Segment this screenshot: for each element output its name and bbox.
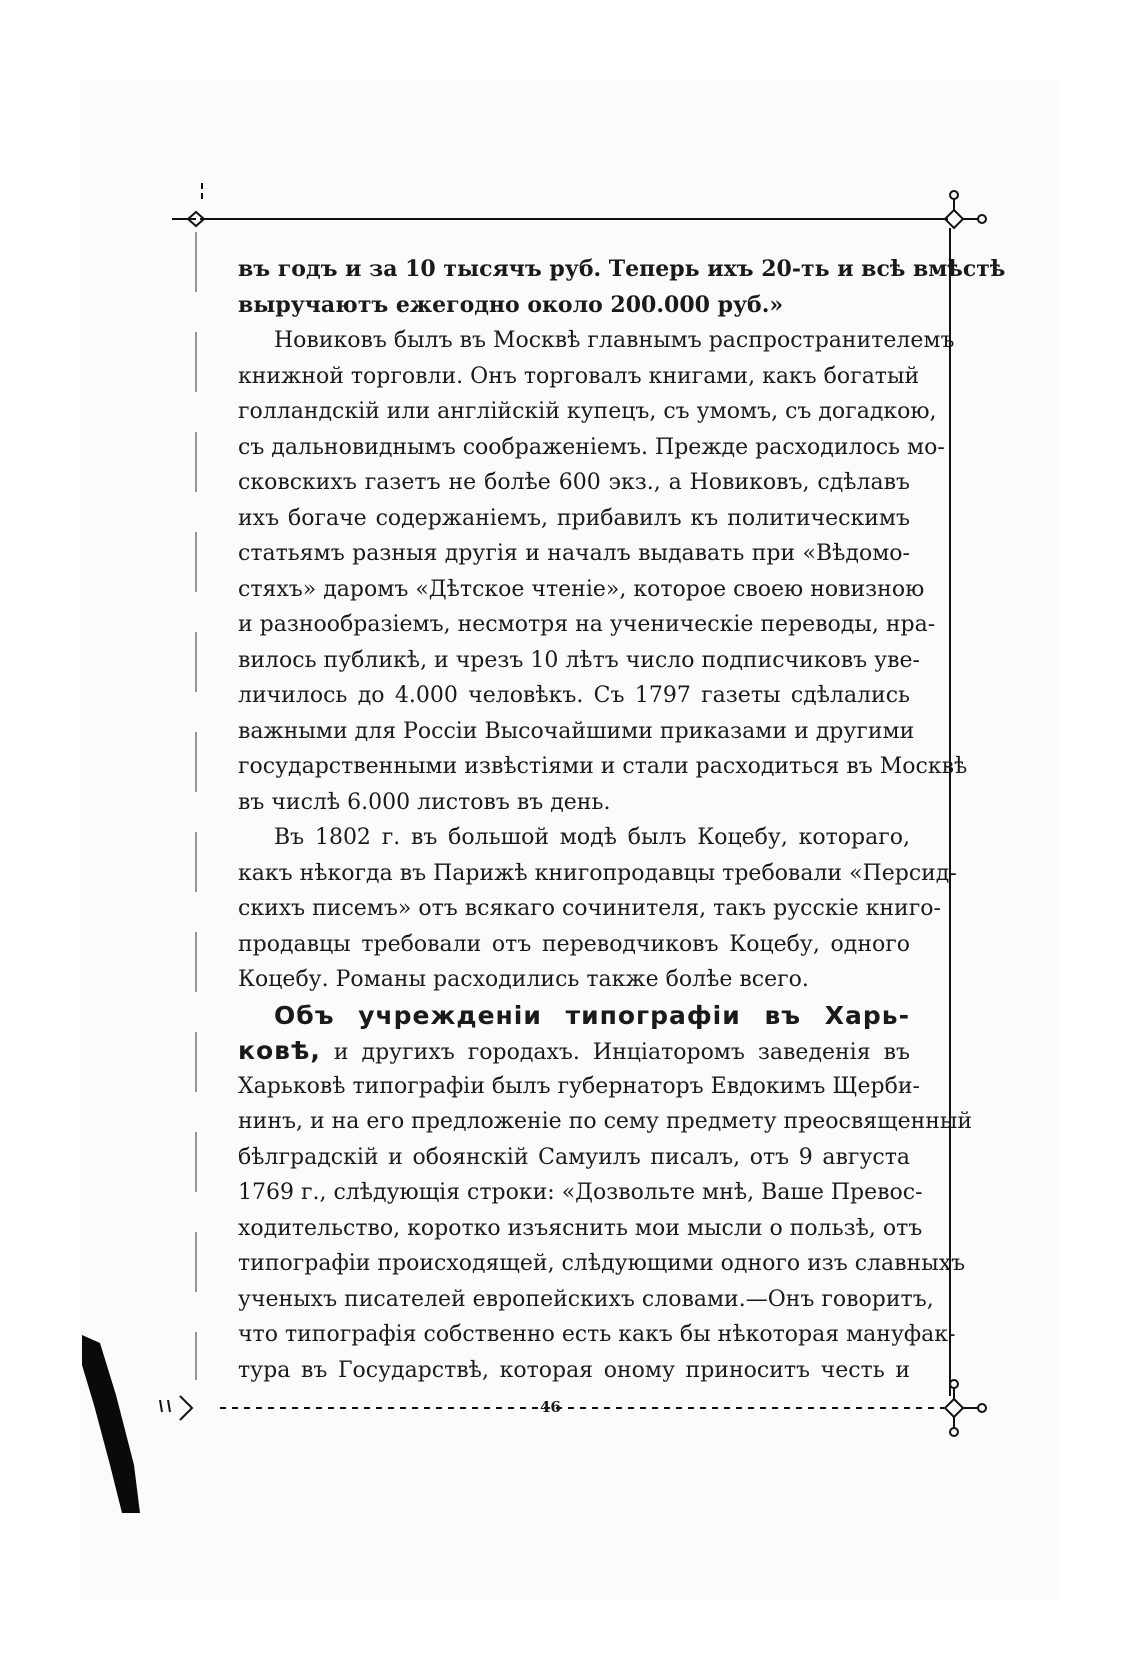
section-heading-end: ковѣ, (238, 1036, 321, 1065)
text-line: нинъ, и на его предложеніе по сему предмету преосвященный (238, 1109, 973, 1134)
text-line: книжной торговли. Онъ торговалъ книгами, какъ богатый (238, 363, 920, 389)
section-heading: Объ учрежденіи типографіи въ Харь- (274, 1000, 910, 1030)
text-line-with-heading (238, 1033, 910, 1069)
text-line: продавцы требовали отъ переводчиковъ Коцебу, одного (238, 931, 910, 957)
text-line: ученыхъ писателей европейскихъ словами.—Онъ говоритъ, (238, 1286, 934, 1312)
top-left-ornament (172, 183, 204, 226)
text-line: ходительство, коротко изъяснить мои мысли о пользѣ, отъ (238, 1215, 923, 1241)
text-line: выручаютъ ежегодно около 200.000 руб.» (238, 291, 784, 318)
text-line: типографіи происходящей, слѣдующими одного изъ славныхъ (238, 1251, 966, 1276)
text-line: скихъ писемъ» отъ всякаго сочинителя, такъ русскіе книго- (238, 896, 941, 921)
text-line: Новиковъ былъ въ Москвѣ главнымъ распространителемъ (274, 328, 955, 353)
text-line: съ дальновиднымъ соображеніемъ. Прежде расходилось мо- (238, 434, 945, 460)
main-text-block (238, 252, 1006, 1388)
bottom-left-ornament (160, 1396, 192, 1420)
text-line: важными для Россіи Высочайшими приказами и другими (238, 718, 915, 744)
text-line: и разнообразіемъ, несмотря на ученическіе переводы, нра- (238, 612, 936, 637)
text-line: какъ нѣкогда въ Парижѣ книгопродавцы требовали «Персид- (238, 860, 957, 886)
text-line: тура въ Государствѣ, которая оному приноситъ честь и (238, 1357, 910, 1383)
text-line: сковскихъ газетъ не болѣе 600 экз., а Новиковъ, сдѣлавъ (238, 470, 910, 495)
text-line: ихъ богаче содержаніемъ, прибавилъ къ политическимъ (238, 505, 910, 531)
text-line: Въ 1802 г. въ большой модѣ былъ Коцебу, котораго, (274, 825, 910, 850)
text-line: стяхъ» даромъ «Дѣтское чтеніе», которое своею новизною (238, 576, 925, 602)
page-number: 46 (540, 1398, 561, 1416)
text-line: что типографія собственно есть какъ бы нѣкоторая мануфак- (238, 1322, 956, 1347)
text-line: Харьковѣ типографіи былъ губернаторъ Евдокимъ Щерби- (238, 1073, 920, 1099)
text-line: голландскій или англійскій купецъ, съ умомъ, съ догадкою, (238, 399, 937, 424)
text-fragment: и другихъ городахъ. Инціаторомъ заведенія въ (320, 1040, 910, 1065)
text-line: въ числѣ 6.000 листовъ въ день. (238, 789, 611, 815)
text-line: въ годъ и за 10 тысячъ руб. Теперь ихъ 20-ть и всѣ вмѣстѣ (238, 256, 1006, 282)
text-line: личилось до 4.000 человѣкъ. Съ 1797 газеты сдѣлались (238, 683, 910, 708)
text-line: государственными извѣстіями и стали расходиться въ Москвѣ (238, 754, 968, 779)
ink-blot-mark (82, 1335, 142, 1515)
text-line: статьямъ разныя другія и началъ выдавать при «Вѣдомо- (238, 541, 910, 566)
text-line: бѣлградскій и обоянскій Самуилъ писалъ, отъ 9 августа (238, 1144, 910, 1170)
top-right-ornament (945, 191, 986, 228)
text-line: Коцебу. Романы расходились также болѣе всего. (238, 967, 809, 992)
text-line: вилось публикѣ, и чрезъ 10 лѣтъ число подписчиковъ уве- (238, 647, 920, 673)
bottom-right-ornament (945, 1380, 986, 1436)
text-line: 1769 г., слѣдующія строки: «Дозвольте мнѣ, Ваше Превос- (238, 1180, 923, 1205)
